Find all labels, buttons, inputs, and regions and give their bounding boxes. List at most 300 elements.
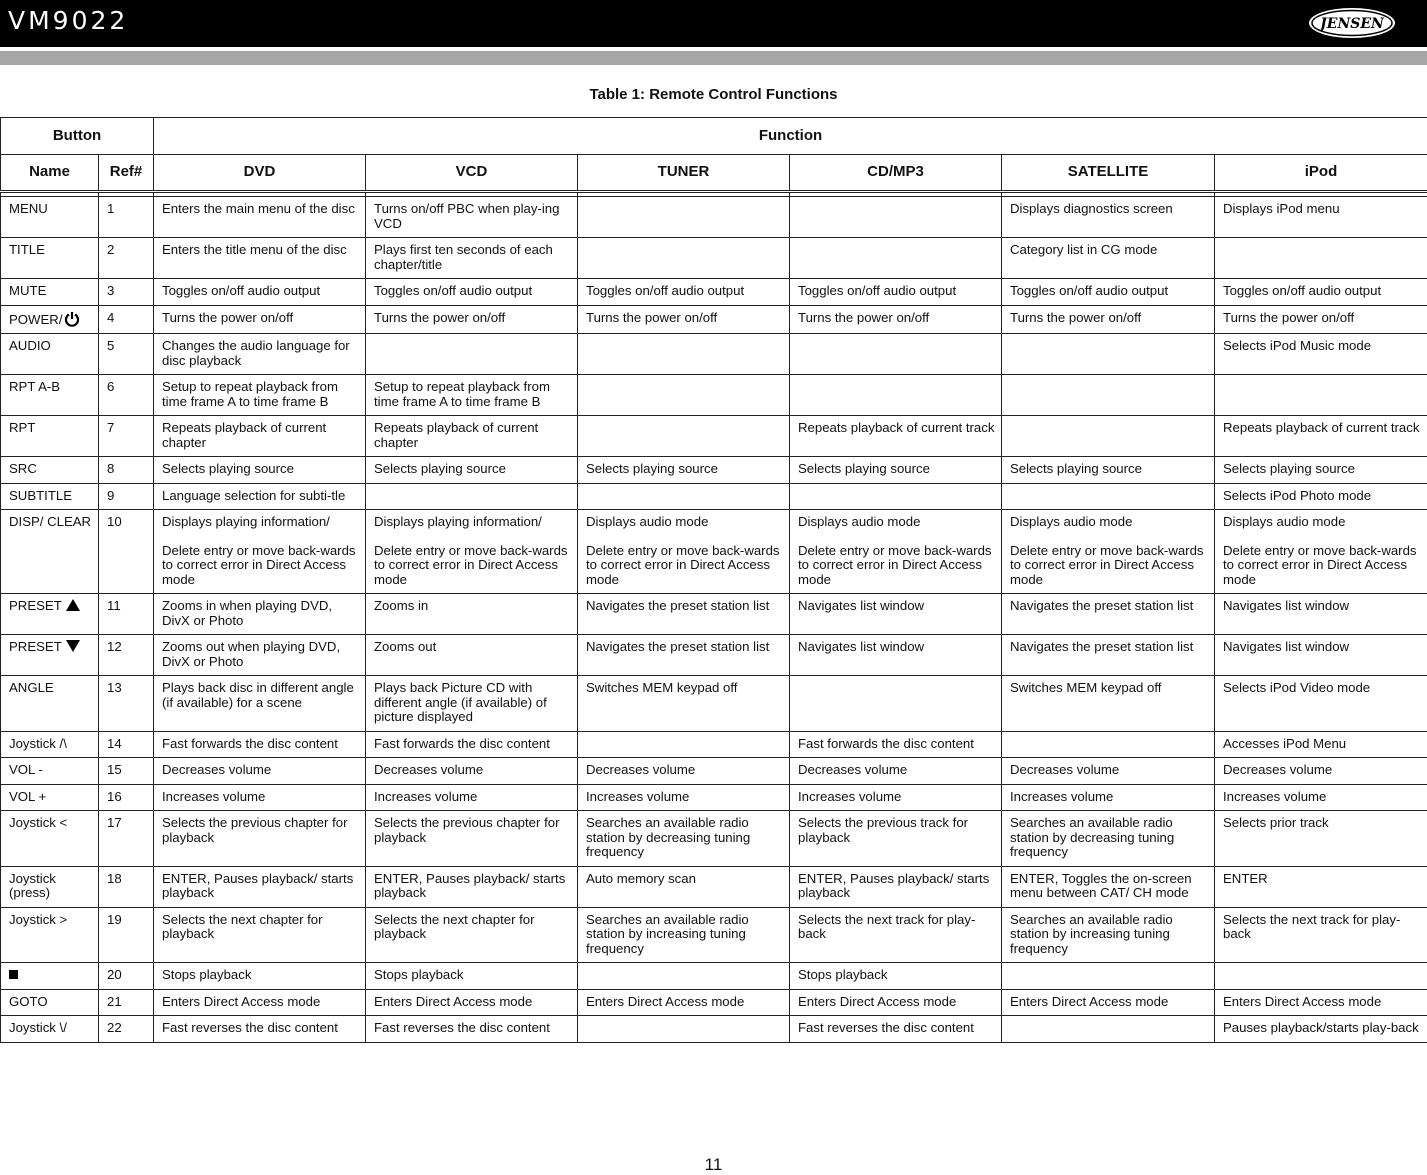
table-row [1,483,1427,510]
function-text: Enters Direct Access mode [1223,995,1421,1010]
function-text: Turns the power on/off [162,311,359,326]
function-text: Delete entry or move back-wards to correct error in Direct Access mode [798,544,995,588]
cell-function-cd [790,510,1002,594]
cell-function-sat [1002,989,1215,1016]
cell-button-name [1,907,99,963]
button-name-text: RPT A-B [9,379,60,394]
function-text: Category list in CG mode [1010,243,1208,258]
cell-button-name [1,731,99,758]
cell-function-dvd [154,334,366,375]
cell-button-name [1,963,99,990]
ref-number: 16 [107,785,147,811]
function-text: Navigates list window [798,599,995,614]
function-text: Turns the power on/off [798,311,995,326]
function-text: Repeats playback of current track [798,421,995,436]
cell-function-dvd [154,305,366,334]
cell-function-sat [1002,279,1215,306]
cell-function-sat [1002,457,1215,484]
function-text: Fast forwards the disc content [162,737,359,752]
function-text: Selects iPod Video mode [1223,681,1421,696]
cell-function-tuner [578,635,790,676]
cell-function-vcd [366,510,578,594]
cell-function-dvd [154,375,366,416]
function-text: Increases volume [162,790,359,805]
function-text: Toggles on/off audio output [1223,284,1421,299]
cell-function-ipod [1215,510,1427,594]
table-row [1,758,1427,785]
cell-ref [99,483,154,510]
cell-function-cd [790,731,1002,758]
cell-function-dvd [154,963,366,990]
group-header-function: Function [154,118,1427,155]
function-text: Zooms in [374,599,571,614]
function-text: Increases volume [1010,790,1208,805]
function-text: Selects playing source [1010,462,1208,477]
cell-function-tuner [578,963,790,990]
button-name-text: POWER/ [9,312,62,327]
function-text: Selects iPod Music mode [1223,339,1421,354]
cell-function-ipod [1215,279,1427,306]
button-name-text: TITLE [9,242,45,257]
cell-function-sat [1002,594,1215,635]
function-text: Searches an available radio station by decreasing tuning frequency [1010,816,1208,860]
ref-number: 18 [107,867,147,893]
cell-function-dvd [154,483,366,510]
function-text: Enters Direct Access mode [1010,995,1208,1010]
cell-function-tuner [578,866,790,907]
table-row [1,811,1427,867]
function-text: Language selection for subti-tle [162,489,359,504]
function-text: Setup to repeat playback from time frame A to time frame B [162,380,359,409]
cell-function-sat [1002,784,1215,811]
table-row [1,1016,1427,1043]
cell-button-name [1,989,99,1016]
function-text: Setup to repeat playback from time frame A to time frame B [374,380,571,409]
function-text: Searches an available radio station by decreasing tuning frequency [586,816,783,860]
cell-function-sat [1002,510,1215,594]
cell-button-name [1,197,99,238]
function-text: Searches an available radio station by increasing tuning frequency [1010,913,1208,957]
cell-function-sat [1002,305,1215,334]
cell-function-sat [1002,811,1215,867]
cell-function-cd [790,594,1002,635]
cell-button-name [1,784,99,811]
model-title: VM9022 [8,6,128,35]
cell-function-sat [1002,731,1215,758]
cell-function-tuner [578,784,790,811]
function-text: Enters Direct Access mode [798,995,995,1010]
function-text: Selects playing source [162,462,359,477]
cell-ref [99,305,154,334]
function-text: Increases volume [798,790,995,805]
function-text: Navigates list window [1223,599,1421,614]
function-text: Stops playback [374,968,571,983]
function-text: Zooms out [374,640,571,655]
button-name-text: RPT [9,420,35,435]
table-row [1,238,1427,279]
function-text: Toggles on/off audio output [374,284,571,299]
cell-function-dvd [154,457,366,484]
function-text: Delete entry or move back-wards to correct error in Direct Access mode [586,544,783,588]
function-text: Fast forwards the disc content [374,737,571,752]
cell-function-sat [1002,334,1215,375]
cell-function-dvd [154,594,366,635]
button-name-text: MENU [9,201,48,216]
cell-function-ipod [1215,866,1427,907]
table-row [1,334,1427,375]
cell-function-sat [1002,635,1215,676]
cell-function-dvd [154,279,366,306]
cell-function-ipod [1215,594,1427,635]
cell-function-tuner [578,416,790,457]
ref-number: 6 [107,375,147,401]
function-text: Navigates the preset station list [586,599,783,614]
cell-function-dvd [154,416,366,457]
column-header: iPod [1215,155,1427,192]
cell-button-name [1,635,99,676]
column-header: Name [1,155,99,192]
cell-function-vcd [366,1016,578,1043]
function-text: Pauses playback/starts play-back [1223,1021,1421,1036]
button-name-text: SUBTITLE [9,488,72,503]
cell-function-vcd [366,907,578,963]
ref-number: 9 [107,484,147,510]
cell-button-name [1,279,99,306]
cell-function-cd [790,784,1002,811]
column-header: VCD [366,155,578,192]
cell-function-tuner [578,197,790,238]
cell-function-cd [790,758,1002,785]
function-text: Zooms out when playing DVD, DivX or Photo [162,640,359,669]
function-text: Fast reverses the disc content [798,1021,995,1036]
cell-ref [99,784,154,811]
function-text: Enters the main menu of the disc [162,202,359,217]
cell-function-cd [790,457,1002,484]
function-text: Fast reverses the disc content [374,1021,571,1036]
button-name-text: Joystick (press) [9,871,56,901]
function-text: Toggles on/off audio output [162,284,359,299]
function-text: Turns on/off PBC when play-ing VCD [374,202,571,231]
cell-button-name [1,483,99,510]
cell-function-dvd [154,1016,366,1043]
function-text: Selects the next track for play-back [1223,913,1421,942]
cell-ref [99,375,154,416]
group-header-button: Button [1,118,154,155]
cell-function-vcd [366,416,578,457]
cell-button-name [1,305,99,334]
function-text: Plays first ten seconds of each chapter/title [374,243,571,272]
function-text: Displays diagnostics screen [1010,202,1208,217]
ref-number: 7 [107,416,147,442]
table-row [1,731,1427,758]
cell-ref [99,416,154,457]
cell-function-vcd [366,334,578,375]
cell-function-tuner [578,811,790,867]
function-text: Navigates list window [1223,640,1421,655]
cell-function-sat [1002,483,1215,510]
function-text: Displays iPod menu [1223,202,1421,217]
cell-function-sat [1002,907,1215,963]
function-text: Accesses iPod Menu [1223,737,1421,752]
function-text: Selects prior track [1223,816,1421,831]
cell-button-name [1,811,99,867]
cell-button-name [1,866,99,907]
page-number: 11 [0,1155,1427,1175]
function-text: Selects playing source [586,462,783,477]
cell-function-cd [790,483,1002,510]
cell-function-dvd [154,197,366,238]
button-name-text: AUDIO [9,338,51,353]
ref-number: 20 [107,963,147,989]
cell-function-cd [790,334,1002,375]
cell-function-vcd [366,731,578,758]
cell-function-vcd [366,197,578,238]
function-text: Selects the next track for play-back [798,913,995,942]
ref-number: 13 [107,676,147,702]
function-text: Turns the power on/off [1223,311,1421,326]
cell-function-cd [790,305,1002,334]
table-row [1,594,1427,635]
function-text: Stops playback [798,968,995,983]
ref-number: 3 [107,279,147,305]
cell-button-name [1,375,99,416]
cell-function-cd [790,197,1002,238]
cell-ref [99,197,154,238]
table-caption: Table 1: Remote Control Functions [0,86,1427,103]
function-text: ENTER, Pauses playback/ starts playback [374,872,571,901]
column-header: SATELLITE [1002,155,1215,192]
cell-function-cd [790,907,1002,963]
cell-function-vcd [366,279,578,306]
function-text: Stops playback [162,968,359,983]
ref-number: 19 [107,908,147,934]
function-text: Repeats playback of current track [1223,421,1421,436]
table-row [1,416,1427,457]
cell-function-tuner [578,758,790,785]
cell-function-ipod [1215,731,1427,758]
cell-function-cd [790,989,1002,1016]
header-divider [0,51,1427,65]
function-text: Decreases volume [586,763,783,778]
function-text: ENTER, Pauses playback/ starts playback [798,872,995,901]
button-name-text: GOTO [9,994,48,1009]
cell-function-sat [1002,197,1215,238]
function-text: Displays audio mode [798,515,995,530]
button-name-text: VOL + [9,789,46,804]
cell-function-vcd [366,635,578,676]
button-name-text: Joystick \/ [9,1020,67,1035]
function-text: Selects iPod Photo mode [1223,489,1421,504]
cell-ref [99,594,154,635]
function-text: Selects the next chapter for playback [374,913,571,942]
ref-number: 2 [107,238,147,264]
function-text: Selects the next chapter for playback [162,913,359,942]
cell-button-name [1,676,99,732]
table-row [1,279,1427,306]
function-text: Navigates the preset station list [1010,599,1208,614]
ref-number: 1 [107,197,147,223]
function-text: Decreases volume [1223,763,1421,778]
cell-ref [99,635,154,676]
cell-function-ipod [1215,305,1427,334]
cell-function-dvd [154,907,366,963]
cell-function-ipod [1215,416,1427,457]
table-row [1,457,1427,484]
button-name-text: DISP/ CLEAR [9,514,91,529]
cell-function-dvd [154,510,366,594]
ref-number: 5 [107,334,147,360]
cell-function-tuner [578,907,790,963]
cell-function-ipod [1215,963,1427,990]
cell-button-name [1,594,99,635]
cell-function-vcd [366,758,578,785]
cell-function-dvd [154,635,366,676]
triangle-up-icon [66,599,80,611]
cell-function-ipod [1215,1016,1427,1043]
svg-text:JENSEN: JENSEN [1317,16,1385,32]
function-text: ENTER, Toggles the on-screen menu between CAT/ CH mode [1010,872,1208,901]
function-text: Delete entry or move back-wards to correct error in Direct Access mode [1223,544,1421,588]
cell-ref [99,510,154,594]
remote-functions-table [0,117,1427,1043]
cell-ref [99,731,154,758]
cell-button-name [1,334,99,375]
button-name-text: VOL - [9,762,43,777]
cell-function-ipod [1215,758,1427,785]
cell-function-cd [790,238,1002,279]
cell-ref [99,963,154,990]
cell-function-sat [1002,758,1215,785]
cell-function-vcd [366,676,578,732]
function-text: Delete entry or move back-wards to correct error in Direct Access mode [1010,544,1208,588]
button-name-text: Joystick > [9,912,67,927]
header-bar [0,0,1427,47]
cell-function-cd [790,416,1002,457]
cell-function-cd [790,635,1002,676]
cell-ref [99,238,154,279]
function-text: Decreases volume [374,763,571,778]
cell-function-vcd [366,238,578,279]
function-text: Selects playing source [1223,462,1421,477]
table-row [1,510,1427,594]
function-text: Enters Direct Access mode [374,995,571,1010]
function-text: Fast forwards the disc content [798,737,995,752]
function-text: Toggles on/off audio output [798,284,995,299]
function-text: Switches MEM keypad off [586,681,783,696]
ref-number: 22 [107,1016,147,1042]
table-row [1,305,1427,334]
cell-function-vcd [366,483,578,510]
cell-function-cd [790,676,1002,732]
function-text: Switches MEM keypad off [1010,681,1208,696]
cell-function-vcd [366,811,578,867]
cell-function-tuner [578,594,790,635]
cell-function-tuner [578,457,790,484]
cell-function-vcd [366,784,578,811]
table-row [1,907,1427,963]
table-row [1,375,1427,416]
button-name-text: Joystick < [9,815,67,830]
cell-function-ipod [1215,989,1427,1016]
cell-function-ipod [1215,457,1427,484]
cell-button-name [1,238,99,279]
column-header: CD/MP3 [790,155,1002,192]
function-text: Searches an available radio station by increasing tuning frequency [586,913,783,957]
button-name-text: SRC [9,461,37,476]
cell-function-tuner [578,731,790,758]
ref-number: 10 [107,510,147,536]
cell-function-vcd [366,594,578,635]
cell-function-tuner [578,305,790,334]
cell-function-sat [1002,676,1215,732]
function-text: Plays back disc in different angle (if available) for a scene [162,681,359,710]
cell-function-dvd [154,989,366,1016]
function-text: Navigates the preset station list [1010,640,1208,655]
cell-function-vcd [366,866,578,907]
cell-function-vcd [366,963,578,990]
cell-button-name [1,416,99,457]
function-text: Increases volume [1223,790,1421,805]
function-text: Changes the audio language for disc playback [162,339,359,368]
cell-function-dvd [154,811,366,867]
triangle-down-icon [66,640,80,652]
function-text: Navigates the preset station list [586,640,783,655]
ref-number: 14 [107,732,147,758]
column-header: TUNER [578,155,790,192]
table-row [1,963,1427,990]
cell-button-name [1,1016,99,1043]
cell-function-vcd [366,305,578,334]
function-text: ENTER [1223,872,1421,887]
function-text: Turns the power on/off [586,311,783,326]
function-text: Enters Direct Access mode [586,995,783,1010]
function-text: Decreases volume [162,763,359,778]
function-text: Enters Direct Access mode [162,995,359,1010]
cell-function-dvd [154,784,366,811]
cell-function-ipod [1215,375,1427,416]
ref-number: 8 [107,457,147,483]
function-text: Toggles on/off audio output [1010,284,1208,299]
function-text: Decreases volume [1010,763,1208,778]
stop-icon [9,970,18,979]
table-row [1,866,1427,907]
cell-function-dvd [154,731,366,758]
function-text: Turns the power on/off [374,311,571,326]
cell-function-sat [1002,238,1215,279]
cell-function-tuner [578,1016,790,1043]
cell-function-tuner [578,375,790,416]
cell-function-tuner [578,483,790,510]
cell-function-ipod [1215,238,1427,279]
cell-function-sat [1002,375,1215,416]
cell-button-name [1,758,99,785]
cell-ref [99,334,154,375]
function-text: Displays audio mode [1010,515,1208,530]
ref-number: 12 [107,635,147,661]
cell-ref [99,907,154,963]
cell-function-cd [790,1016,1002,1043]
function-text: Enters the title menu of the disc [162,243,359,258]
ref-number: 17 [107,811,147,837]
function-text: Displays audio mode [1223,515,1421,530]
ref-number: 21 [107,990,147,1016]
cell-function-ipod [1215,676,1427,732]
cell-function-cd [790,866,1002,907]
cell-function-tuner [578,334,790,375]
cell-function-sat [1002,1016,1215,1043]
button-name-text: PRESET [9,598,62,613]
cell-function-sat [1002,416,1215,457]
